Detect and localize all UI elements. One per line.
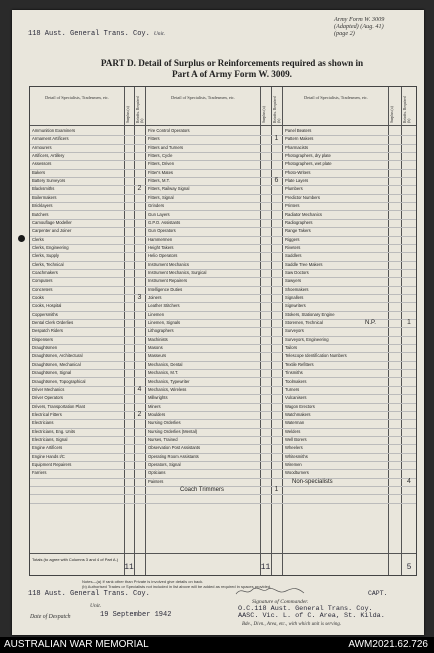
trade-name: Electricians: [32, 420, 54, 426]
trade-name: Fitters and Turners: [148, 144, 184, 150]
title-line-2: Part A of Army Form W. 3009.: [172, 69, 292, 79]
note-line-1: Notes—(a) If rank other than Private is involved give details on back.: [82, 579, 204, 584]
trade-name: Photo-Writers: [285, 169, 311, 175]
trade-name: Turners: [285, 386, 300, 392]
trade-name: Engine Hands I/C: [32, 453, 65, 459]
title-line-1: PART D. Detail of Surplus or Reinforcements required as shown in: [100, 58, 364, 68]
trade-name: Fitters, Driven: [148, 161, 175, 167]
trade-name: Radiator Mechanics: [285, 211, 323, 217]
trade-name: Well Borers: [285, 436, 307, 442]
trade-name: Watchmakers: [285, 411, 311, 417]
commander-line-1: O.C.118 Aust. General Trans. Coy.: [238, 605, 373, 613]
signature-label: Signature of Commander.: [252, 599, 309, 605]
coach-trimmers-reinf-value: 1: [274, 486, 279, 494]
trade-name: Assessors: [32, 161, 52, 167]
form-ref-line-2: (Adapted) (Aug. 41): [334, 23, 384, 31]
trade-name: Boilermakers: [32, 194, 57, 200]
trade-name: Grinders: [148, 203, 165, 209]
trade-name: Draughtsmen, Architectural: [32, 353, 83, 359]
trade-name: Telescope Identification Numbers: [285, 353, 347, 359]
specialists-table: [29, 86, 417, 576]
trade-name: Fitters, Signal: [148, 194, 174, 200]
part-d-title: [52, 58, 412, 80]
col-header-reinf-3: Reinfts. Required (b): [403, 96, 411, 123]
form-ref-line-1: Army Form W. 3009: [334, 16, 385, 23]
col-header-surplus-3: Surplus (a): [390, 106, 394, 123]
trade-name: Sawyers: [285, 278, 302, 284]
trade-name: Armourers: [32, 144, 52, 150]
col-header-detail-1: Detail of Specialists, Tradesmen, etc.: [45, 95, 109, 100]
total-surplus-col1: 11: [124, 563, 134, 572]
trade-name: Vulcanisers: [285, 395, 307, 401]
trade-name: Textile Refitters: [285, 361, 314, 367]
trade-name: Panel Beaters: [285, 128, 312, 133]
trade-name: Signallers: [285, 295, 304, 300]
trade-name: Miners: [148, 403, 161, 409]
trade-name: Surveyors, Engineering: [285, 336, 329, 342]
trade-name: Butchers: [32, 211, 49, 217]
trade-name: Nurses, Trained: [148, 436, 178, 442]
footer-unit-name: 118 Aust. General Trans. Coy.: [28, 590, 150, 598]
trade-name: Pattern Makers: [285, 136, 314, 142]
trade-name: Instrument Mechanics: [148, 261, 189, 267]
trade-name: Leather Stitchers: [148, 303, 180, 309]
trade-name: Equipment Repairers: [32, 462, 72, 467]
trade-name: Engine Artificers: [32, 445, 63, 451]
trade-name: Masseurs: [148, 353, 167, 359]
trade-name: Painters: [148, 478, 164, 484]
trade-name: Fitters: [148, 136, 160, 142]
trade-name: Toolmakers: [285, 378, 307, 384]
total-surplus-col2: 11: [260, 563, 271, 572]
trade-name: Dental Clerk Orderlies: [32, 320, 74, 326]
trade-name: Mechanics, Typewriter: [148, 378, 190, 384]
unit-label: Unit.: [153, 31, 165, 37]
trade-name: Observation Post Assistants: [148, 445, 201, 451]
trade-name: Helio Operators: [148, 253, 178, 259]
trade-name: Signwriters: [285, 303, 306, 309]
fitters-reinf-value: 1: [274, 135, 279, 143]
dispatch-date: 19 September 1942: [100, 611, 172, 619]
trade-name: Artificers, Artillery: [32, 153, 65, 159]
trade-name: Height Takers: [148, 244, 174, 250]
trade-name: Range Takers: [285, 228, 311, 234]
trade-name: Plumbers: [285, 186, 303, 192]
non-specialists-entry: Non-specialists: [292, 478, 333, 485]
rank-capt: CAPT.: [368, 590, 388, 597]
trade-name: Electrical Fitters: [32, 411, 62, 417]
trade-name: Drivers, Transportation Plant: [32, 403, 86, 409]
trade-name: Blacksmiths: [32, 186, 55, 192]
commander-line-2: AASC. Vic. L. of C. Area, St. Kilda.: [238, 612, 385, 620]
cooks-reinf-value: 3: [137, 294, 142, 301]
trade-name: Opticians: [148, 470, 166, 476]
trade-name: Bricklayers: [32, 203, 53, 209]
trade-name: Instrument Repairers: [148, 278, 188, 284]
trade-name: Coppersmiths: [32, 311, 58, 317]
caption-left: AUSTRALIAN WAR MEMORIAL: [4, 639, 149, 650]
driver-mechanics-reinf-value: 4: [137, 385, 142, 393]
footer-unit-label: Unit.: [90, 603, 102, 609]
note-line-2: (b) Authorised Trades or Specialists not included in list above will be added as required in spaces provided.: [82, 584, 272, 589]
commander-block: [238, 606, 385, 620]
trade-name: Millwrights: [148, 395, 168, 401]
trade-name: Draughtsmen, Mechanical: [32, 361, 81, 367]
trade-name: Joiners: [148, 295, 162, 300]
trade-name: Tailors: [285, 345, 298, 351]
col-header-surplus-2: Surplus (a): [262, 106, 266, 123]
trade-name: Saddlers: [285, 253, 302, 259]
trade-name: Masons: [148, 345, 163, 351]
trade-name: Radiographers: [285, 219, 313, 225]
trade-name: Fitters, Railway Signal: [148, 186, 190, 192]
form-reference: [334, 16, 412, 38]
storemen-np-entry: N.P.: [365, 320, 376, 327]
trade-name: Fitter's Mates: [148, 169, 173, 175]
electrical-fitters-reinf-value: 2: [137, 410, 142, 418]
bde-label: Bde., Divn., Area, etc., with which unit is serving.: [242, 622, 342, 627]
trade-name: Battery Surveyors: [32, 178, 66, 184]
trade-name: Driver Operators: [32, 395, 63, 401]
trade-name: Farriers: [32, 470, 47, 476]
trade-name: Cooks: [32, 295, 44, 300]
totals-rule: [30, 553, 416, 554]
trade-name: Armament Artificers: [32, 136, 69, 142]
trade-name: Nursing Orderlies: [148, 420, 181, 426]
trade-name: Clerks, Engineering: [32, 244, 69, 250]
trade-name: Draughtsmen, Topographical: [32, 378, 86, 384]
fitters-mt-reinf-value: 6: [274, 177, 279, 185]
trade-name: Electricians, Eng. Units: [32, 428, 76, 434]
trade-name: Saw Doctors: [285, 269, 309, 275]
col-header-reinf-2: Reinfts. Required (b): [273, 96, 281, 123]
col-header-surplus-1: Surplus (a): [126, 106, 130, 123]
trade-name: Gun Operators: [148, 228, 176, 234]
trade-name: Bakers: [32, 169, 46, 175]
form-ref-line-3: (page 2): [334, 30, 355, 38]
trade-name: Linemen: [148, 311, 165, 317]
table-row: [30, 494, 416, 503]
total-reinf-col3: 5: [406, 563, 412, 572]
trade-name: Whitesmiths: [285, 453, 308, 459]
trade-name: Woodturners: [285, 470, 309, 476]
unit-name: 118 Aust. General Trans. Coy.: [28, 30, 150, 38]
dispatch-label: Date of Despatch: [30, 614, 71, 620]
trade-name: Riggers: [285, 236, 300, 242]
trade-name: Despatch Riders: [32, 328, 63, 334]
blacksmiths-reinf-value: 2: [137, 185, 142, 193]
unit-header: [28, 30, 165, 38]
trade-name: Mechanics, Wireless: [148, 386, 187, 392]
trade-name: Plate Layers: [285, 178, 309, 184]
trade-name: Nursing Orderlies (Mental): [148, 428, 198, 434]
trade-name: Photographers, wet plate: [285, 161, 332, 167]
trade-name: Storemen, Technical: [285, 320, 323, 326]
trade-name: Saddle Tree Makers: [285, 261, 323, 267]
form-page: [12, 10, 424, 635]
trade-name: Fitters, Cycle: [148, 153, 173, 159]
trade-name: Driver Mechanics: [32, 386, 65, 392]
trade-name: Dispensers: [32, 336, 53, 342]
trade-name: Instrument Mechanics, Surgical: [148, 269, 207, 275]
caption-bar: [0, 637, 434, 653]
trade-name: Camouflage Modeller: [32, 219, 72, 225]
trade-name: Electricians, Signal: [32, 436, 68, 442]
trade-name: Clerks: [32, 236, 44, 242]
trade-name: Operating Room Assistants: [148, 453, 199, 459]
trade-name: Photographers, dry plate: [285, 153, 331, 159]
coach-trimmers-entry: Coach Trimmers: [180, 487, 225, 494]
trade-name: Linemen, Signals: [148, 320, 181, 326]
trade-name: Hammermen: [148, 236, 173, 242]
trade-name: Fitters, M.T.: [148, 178, 170, 184]
trade-name: Predictor Numbers: [285, 194, 320, 200]
trade-name: Printers: [285, 203, 300, 209]
storemen-reinf-value: 1: [407, 319, 411, 327]
trade-name: Wheelers: [285, 445, 303, 451]
trade-name: Clerks, Supply: [32, 253, 59, 259]
col-header-detail-3: Detail of Specialists, Tradesmen, etc.: [304, 95, 368, 100]
trade-name: Pharmacists: [285, 144, 309, 150]
totals-label: Totals (to agree with Columns 3 and 4 of Part A.): [32, 557, 119, 562]
trade-name: Cooks, Hospital: [32, 303, 62, 309]
trade-name: Draughtsmen, Signal: [32, 370, 72, 376]
trade-name: Mechanics, Dental: [148, 361, 183, 367]
commander-signature: [232, 584, 332, 598]
header-rule: [30, 125, 416, 126]
trade-name: Lithographers: [148, 328, 174, 334]
trade-name: Operators, Signal: [148, 462, 181, 467]
trade-name: Gun Layers: [148, 211, 170, 217]
trade-name: Clerks, Technical: [32, 261, 64, 267]
punch-hole: [18, 235, 25, 242]
trade-name: Mechanics, M.T.: [148, 370, 179, 376]
trade-name: Intelligence Duties: [148, 286, 183, 292]
trade-name: Concreters: [32, 286, 53, 292]
trade-name: Machinists: [148, 336, 168, 342]
trade-name: Wiremen: [285, 462, 302, 467]
trade-name: Moulders: [148, 411, 166, 417]
trade-name: Stokers, Stationary Engine: [285, 311, 335, 317]
caption-right: AWM2021.62.726: [348, 639, 428, 650]
trade-name: Carpenter and Joiner: [32, 228, 72, 234]
col-header-reinf-1: Reinfts. Required (b): [136, 96, 144, 123]
trade-name: Draughtsmen: [32, 345, 58, 351]
trade-name: Computers: [32, 278, 53, 284]
trade-name: Shoemakers: [285, 286, 309, 292]
trade-name: Tinsmiths: [285, 370, 303, 376]
trade-name: Waterman: [285, 420, 305, 426]
trade-name: Ammunition Examiners: [32, 128, 76, 133]
trade-name: Coachmakers: [32, 269, 58, 275]
col-header-detail-2: Detail of Specialists, Tradesmen, etc.: [171, 95, 235, 100]
trade-name: Riveters: [285, 244, 301, 250]
trade-name: Wagon Erectors: [285, 403, 315, 409]
trade-name: Welders: [285, 428, 301, 434]
non-specialists-reinf-value: 4: [407, 477, 411, 485]
trade-name: Fire Control Operators: [148, 128, 190, 133]
trade-name: Surveyors: [285, 328, 304, 334]
trade-name: G.P.O. Assistants: [148, 219, 181, 225]
